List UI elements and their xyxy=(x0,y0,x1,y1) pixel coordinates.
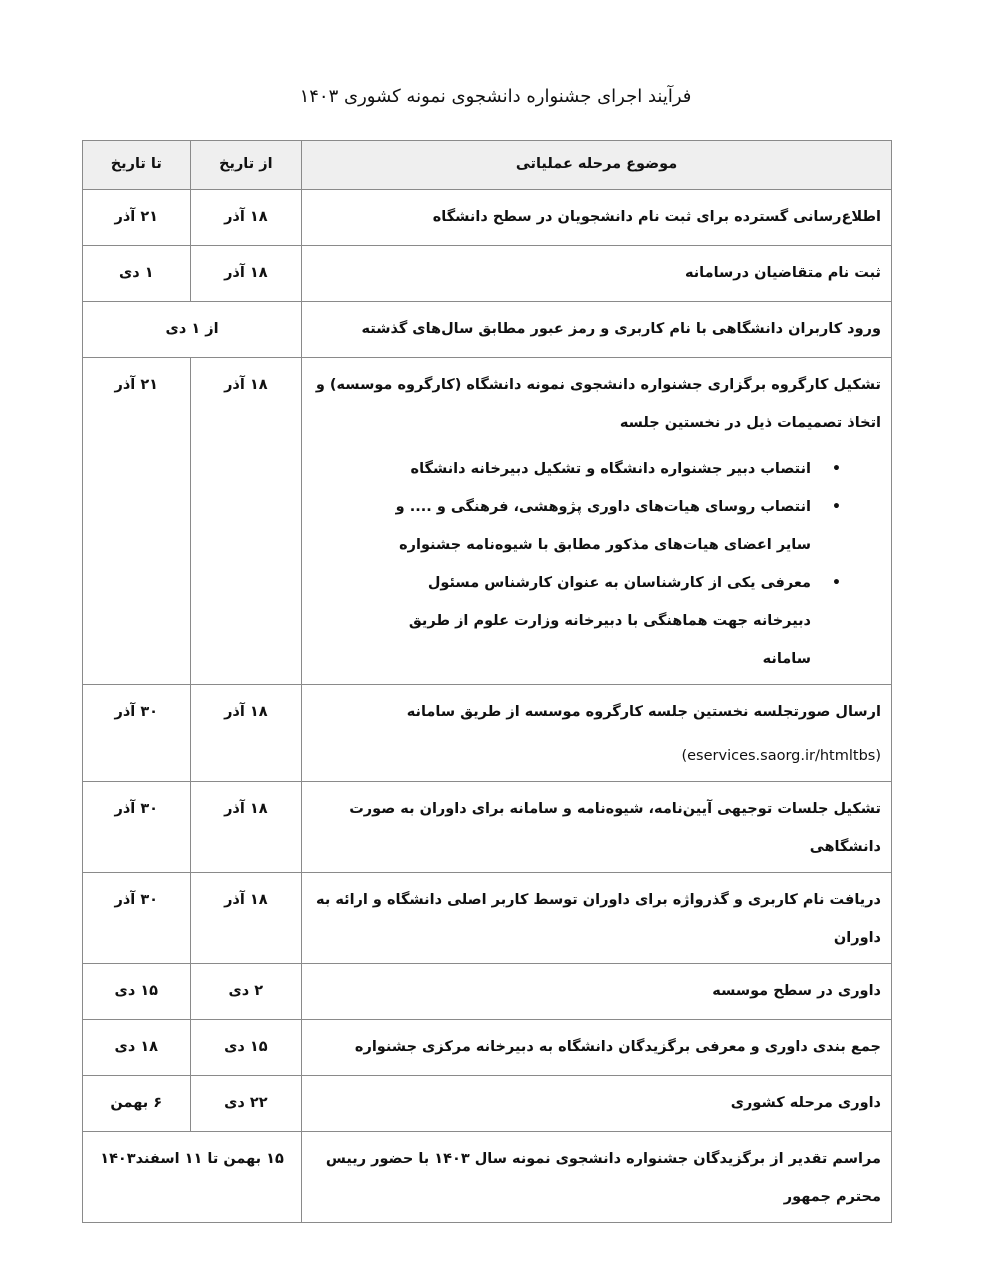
table-row xyxy=(83,964,892,1020)
row-topic: ارسال صورتجلسه نخستین جلسه کارگروه موسسه از طریق سامانه xyxy=(406,704,881,720)
row-from-date: ۱۸ آذر xyxy=(190,190,302,246)
row-date-range: از ۱ دی xyxy=(83,302,302,358)
row-topic-block xyxy=(302,358,892,685)
row-from-date: ۱۸ آذر xyxy=(190,685,302,782)
row-to-date: ۱۸ دی xyxy=(83,1020,191,1076)
row-to-date: ۳۰ آذر xyxy=(83,873,191,964)
row-to-date: ۱ دی xyxy=(83,246,191,302)
table-header-row xyxy=(83,141,892,190)
table-row xyxy=(83,685,892,782)
row-topic-block xyxy=(302,685,892,782)
table-row xyxy=(83,1020,892,1076)
table-row xyxy=(83,1076,892,1132)
table-row xyxy=(83,246,892,302)
system-url: (eservices.saorg.ir/htmltbs) xyxy=(681,748,881,764)
header-from-date: از تاریخ xyxy=(190,141,302,190)
row-from-date: ۲ دی xyxy=(190,964,302,1020)
header-topic: موضوع مرحله عملیاتی xyxy=(302,141,892,190)
row-topic: دریافت نام کاربری و گذرواژه برای داوران توسط کاربر اصلی دانشگاه و ارائه به داوران xyxy=(302,873,892,964)
header-to-date: تا تاریخ xyxy=(83,141,191,190)
table-row xyxy=(83,302,892,358)
list-item: • انتصاب دبیر جشنواره دانشگاه و تشکیل دبیرخانه دانشگاه xyxy=(372,450,811,488)
row-topic: اطلاع‌رسانی گسترده برای ثبت نام دانشجویان در سطح دانشگاه xyxy=(302,190,892,246)
row-topic: ورود کاربران دانشگاهی با نام کاربری و رمز عبور مطابق سال‌های گذشته xyxy=(302,302,892,358)
row-date-range: ۱۵ بهمن تا ۱۱ اسفند۱۴۰۳ xyxy=(83,1132,302,1223)
row-topic: ثبت نام متقاضیان درسامانه xyxy=(302,246,892,302)
row-from-date: ۱۵ دی xyxy=(190,1020,302,1076)
table-row xyxy=(83,782,892,873)
list-item: • انتصاب روسای هیات‌های داوری پژوهشی، فرهنگی و .... و سایر اعضای هیات‌های مذکور مطابق با شیوه‌نامه جشنواره xyxy=(372,488,811,564)
list-item: • معرفی یکی از کارشناسان به عنوان کارشناس مسئول دبیرخانه جهت هماهنگی با دبیرخانه وزارت علوم از طریق سامانه xyxy=(372,564,811,678)
row-topic: داوری مرحله کشوری xyxy=(302,1076,892,1132)
row-topic: داوری در سطح موسسه xyxy=(302,964,892,1020)
row-from-date: ۱۸ آذر xyxy=(190,782,302,873)
row-to-date: ۱۵ دی xyxy=(83,964,191,1020)
table-row xyxy=(83,1132,892,1223)
table-row xyxy=(83,190,892,246)
row-to-date: ۶ بهمن xyxy=(83,1076,191,1132)
row-to-date: ۲۱ آذر xyxy=(83,190,191,246)
schedule-table xyxy=(82,140,892,1223)
row-topic: مراسم تقدیر از برگزیدگان جشنواره دانشجوی نمونه سال ۱۴۰۳ با حضور رییس محترم جمهور xyxy=(302,1132,892,1223)
row-from-date: ۱۸ آذر xyxy=(190,358,302,685)
row-to-date: ۲۱ آذر xyxy=(83,358,191,685)
row-from-date: ۱۸ آذر xyxy=(190,246,302,302)
decision-list xyxy=(312,450,881,678)
row-to-date: ۳۰ آذر xyxy=(83,782,191,873)
page-title: فرآیند اجرای جشنواره دانشجوی نمونه کشوری ۱۴۰۳ xyxy=(299,86,692,107)
row-topic: جمع بندی داوری و معرفی برگزیدگان دانشگاه به دبیرخانه مرکزی جشنواره xyxy=(302,1020,892,1076)
row-from-date: ۱۸ آذر xyxy=(190,873,302,964)
row-topic: تشکیل جلسات توجیهی آیین‌نامه، شیوه‌نامه و سامانه برای داوران به صورت دانشگاهی xyxy=(302,782,892,873)
row-from-date: ۲۲ دی xyxy=(190,1076,302,1132)
row-topic: تشکیل کارگروه برگزاری جشنواره دانشجوی نمونه دانشگاه (کارگروه موسسه) و اتخاذ تصمیمات ذیل در نخستین جلسه xyxy=(315,377,881,431)
table-row xyxy=(83,358,892,685)
row-to-date: ۳۰ آذر xyxy=(83,685,191,782)
table-row xyxy=(83,873,892,964)
